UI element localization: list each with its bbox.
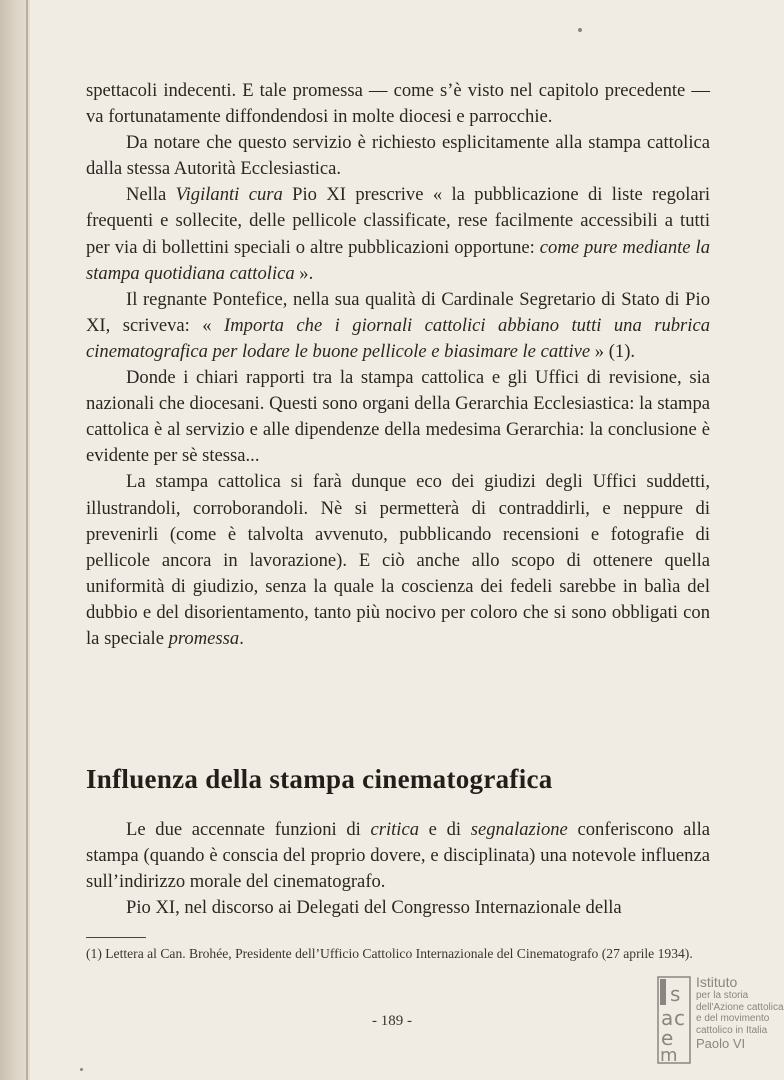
page-number: - 189 - xyxy=(372,1013,412,1029)
paper-speck xyxy=(80,1068,83,1071)
svg-text:e: e xyxy=(661,1026,674,1050)
paragraph: Il regnante Pontefice, nella sua qualità di Cardinale Segretario di Stato di Pio XI, scriveva: « Importa che i giornali cattolici abbiano tutti una rubrica cinematografica per lodare le buone pellicole e biasimare le cattive » (1). xyxy=(86,288,710,362)
paragraph: spettacoli indecenti. E tale promessa — come s’è visto nel capitolo precedente — va fortunatamente diffondendosi in molte diocesi e parrocchie. xyxy=(86,80,710,128)
section-text xyxy=(86,817,710,921)
section-heading: Influenza della stampa cinematografica xyxy=(86,764,553,794)
paragraph: Pio XI, nel discorso ai Delegati del Congresso Internazionale della xyxy=(126,897,622,919)
body-text xyxy=(86,78,710,652)
paper-speck xyxy=(578,28,582,32)
svg-text:c: c xyxy=(674,1006,685,1030)
svg-text:s: s xyxy=(670,982,681,1006)
paragraph: Nella Vigilanti cura Pio XI prescrive « la pubblicazione di liste regolari frequenti e sollecite, delle pellicole classificate, rese facilmente accessibili a tutti per via di bollettini speciali o altre pubblicazioni opportune: come pure mediante la stampa quotidiana cattolica ». xyxy=(86,184,710,284)
binding-edge xyxy=(26,0,28,1080)
paragraph: Le due accennate funzioni di critica e di segnalazione conferiscono alla stampa (quando è conscia del proprio dovere, e disciplinata) una notevole influenza sull’indirizzo morale del cinematografo. xyxy=(86,819,710,893)
watermark-text: Istituto per la storia dell'Azione cattolica e del movimento cattolico in Italia Paolo VI xyxy=(696,974,784,1051)
svg-text:m: m xyxy=(660,1045,678,1065)
paragraph: La stampa cattolica si farà dunque eco dei giudizi degli Uffici suddetti, illustrandoli, corroborandoli. Nè si permetterà di contraddirli, e neppure di prevenirli (come è talvolta avvenuto, pubblicando recensioni e fotografie di pellicole ancora in lavorazione). E ciò anche allo scopo di ottenere quella uniformità di giudizio, senza la quale la coscienza dei fedeli sarebbe in balìa del dubbio e del disorientamento, tanto più nocivo per coloro che si sono obbligati con la speciale promessa. xyxy=(86,471,710,649)
paragraph: Da notare che questo servizio è richiesto esplicitamente alla stampa cattolica dalla stessa Autorità Ecclesiastica. xyxy=(86,132,710,180)
isacem-watermark-logo xyxy=(656,975,784,1067)
isacem-logo-icon xyxy=(656,975,692,1065)
footnote-rule xyxy=(86,937,146,938)
paragraph: Donde i chiari rapporti tra la stampa cattolica e gli Uffici di revisione, sia nazionali che diocesani. Questi sono organi della Gerarchia Ecclesiastica: la stampa cattolica è al servizio e alle dipendenze della medesima Gerarchia: la conclusione è evidente per sè stessa... xyxy=(86,367,710,467)
footnote: (1) Lettera al Can. Brohée, Presidente dell’Ufficio Cattolico Internazionale del Cinematografo (27 aprile 1934). xyxy=(86,946,693,961)
svg-text:a: a xyxy=(661,1006,674,1030)
